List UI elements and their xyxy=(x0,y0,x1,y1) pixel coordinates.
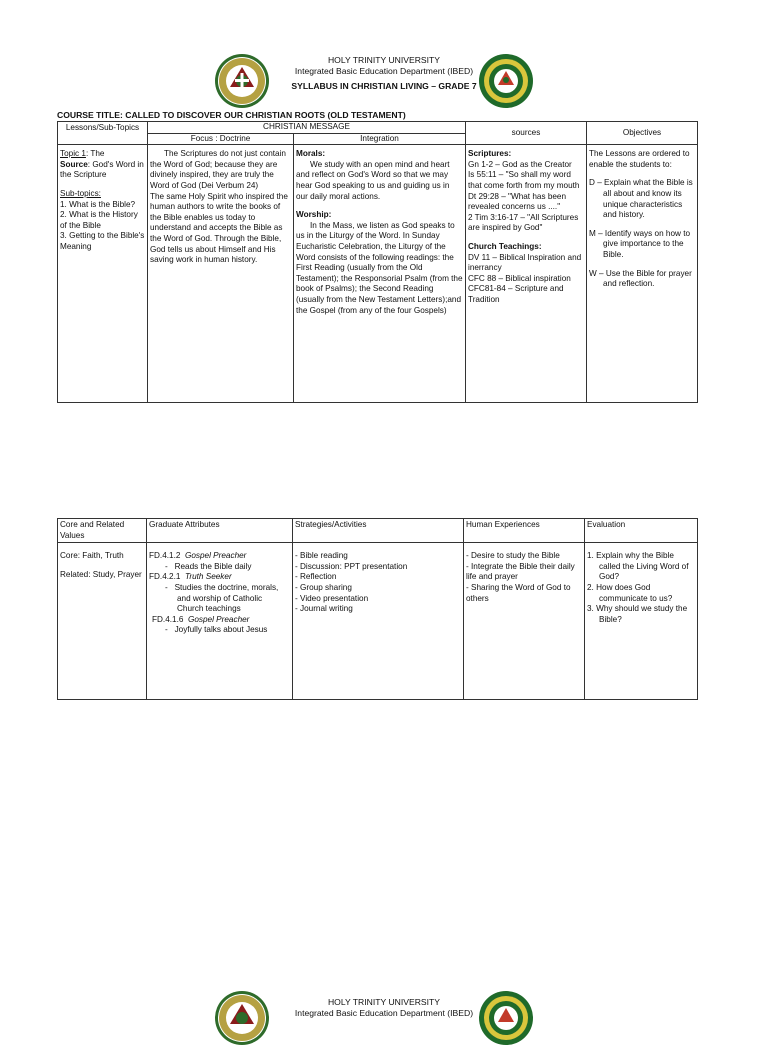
subtopics-label: Sub-topics: xyxy=(60,188,101,198)
values-cell xyxy=(58,543,147,700)
attributes-cell: FD.4.1.2 Gospel Preacher - Reads the Bible daily FD.4.2.1 Truth Seeker - Studies the doctrine, morals, and worship of Catholic Church teachings FD.4.1.6 Gospel Preacher - Joyfully talks about Jesus xyxy=(147,543,293,700)
integration-header: Integration xyxy=(294,133,466,145)
morals-label: Morals: xyxy=(296,149,326,159)
topic-rest: : The xyxy=(85,149,105,159)
content-row xyxy=(58,145,698,403)
source-label: Source xyxy=(60,159,88,169)
attribute-name: Gospel Preacher xyxy=(187,614,250,624)
scripture-item: Gn 1-2 – God as the Creator xyxy=(468,159,572,169)
document-header xyxy=(0,55,768,91)
objectives-header: Objectives xyxy=(587,122,698,145)
syllabus-title: SYLLABUS IN CHRISTIAN LIVING – GRADE 7 xyxy=(291,81,477,91)
objectives-intro: The Lessons are ordered to enable the students to: xyxy=(589,149,690,169)
subtopic-item: 2. What is the History of the Bible xyxy=(60,210,138,230)
header-row xyxy=(58,519,698,543)
scripture-item: Dt 29:28 – "What has been revealed concerns us ...." xyxy=(468,191,567,212)
church-teaching-item: CFC 88 – Biblical inspiration xyxy=(468,273,571,283)
evaluation-item: 2. How does God communicate to us? xyxy=(587,582,673,603)
attribute-detail: Studies the doctrine, morals, and worship of Catholic Church teachings xyxy=(174,582,279,614)
subtopic-item: 3. Getting to the Bible's Meaning xyxy=(60,231,145,251)
content-row xyxy=(58,543,698,700)
worship-text: In the Mass, we listen as God speaks to us in the Liturgy of the Word. In Sunday Eucharistic Celebration, the Liturgy of the Word consists of the following readings: the First Reading (usually from the Old Testament); the Responsorial Psalm (from the book of Psalms); the Second Reading (usually from the New Testament Letters);and the Gospel (from any of the four Gospels) xyxy=(296,220,463,315)
experience-item: - Sharing the Word of God to others xyxy=(466,582,571,603)
strategy-item: - Video presentation xyxy=(295,593,369,603)
lessons-cell xyxy=(58,145,148,403)
department-name: Integrated Basic Education Department (IBED) xyxy=(294,1008,474,1018)
evaluation-cell xyxy=(585,543,698,700)
values-table xyxy=(57,518,698,700)
attribute-code: FD.4.1.6 xyxy=(152,614,184,624)
christian-message-header: CHRISTIAN MESSAGE xyxy=(148,122,466,134)
subtopic-item: 1. What is the Bible? xyxy=(60,199,136,209)
attribute-code: FD.4.1.2 xyxy=(149,551,181,561)
worship-label: Worship: xyxy=(296,210,332,220)
university-name: HOLY TRINITY UNIVERSITY xyxy=(327,997,441,1007)
sources-header: sources xyxy=(466,122,587,145)
attribute-detail: Joyfully talks about Jesus xyxy=(174,625,268,635)
topic-label: Topic 1 xyxy=(60,149,86,159)
scripture-item: 2 Tim 3:16-17 – "All Scriptures are inspired by God" xyxy=(468,212,579,233)
experience-item: - Integrate the Bible their daily life and prayer xyxy=(466,561,575,582)
attribute-detail: Reads the Bible daily xyxy=(174,561,252,571)
header-row xyxy=(58,122,698,134)
strategies-header: Strategies/Activities xyxy=(293,519,464,543)
university-name: HOLY TRINITY UNIVERSITY xyxy=(327,55,441,65)
church-teaching-item: DV 11 – Biblical Inspiration and inerrancy xyxy=(468,252,582,273)
church-teaching-item: CFC81-84 – Scripture and Tradition xyxy=(468,284,564,304)
evaluation-header: Evaluation xyxy=(585,519,698,543)
source-rest: : God's Word in the Scripture xyxy=(60,159,144,180)
objective-item: D – Explain what the Bible is all about and know its unique characteristics and history. xyxy=(589,178,693,220)
integration-cell xyxy=(294,145,466,403)
lesson-table xyxy=(57,121,698,403)
strategies-cell xyxy=(293,543,464,700)
objective-item: M – Identify ways on how to give importance to the Bible. xyxy=(589,228,691,259)
objective-item: W – Use the Bible for prayer and reflection. xyxy=(589,268,692,289)
related-values: Related: Study, Prayer xyxy=(60,569,142,579)
morals-text: We study with an open mind and heart and reflect on God's Word so that we may hear God speaking to us and guiding us in our daily moral actions. xyxy=(296,159,450,201)
next-page-header xyxy=(0,997,768,1019)
evaluation-item: 3. Why should we study the Bible? xyxy=(587,604,688,624)
strategy-item: - Group sharing xyxy=(295,582,352,592)
lessons-header: Lessons/Sub-Topics xyxy=(58,122,148,145)
experience-item: - Desire to study the Bible xyxy=(466,551,560,561)
scriptures-label: Scriptures: xyxy=(468,149,512,159)
objectives-cell xyxy=(587,145,698,403)
strategy-item: - Bible reading xyxy=(295,551,348,561)
scripture-item: Is 55:11 – "So shall my word that come forth from my mouth xyxy=(468,170,580,190)
strategy-item: - Discussion: PPT presentation xyxy=(295,561,408,571)
core-values: Core: Faith, Truth xyxy=(60,551,124,561)
doctrine-paragraph-2: The same Holy Spirit who inspired the human authors to write the books of the Bible enables us today to understand and accepts the Bible as the Word of God. Through the Bible, God tells us about Himself and His saving work in human history. xyxy=(150,191,288,265)
course-title: COURSE TITLE: CALLED TO DISCOVER OUR CHRISTIAN ROOTS (OLD TESTAMENT) xyxy=(57,110,406,120)
focus-header: Focus : Doctrine xyxy=(148,133,294,145)
strategy-item: - Journal writing xyxy=(295,604,353,614)
experiences-header: Human Experiences xyxy=(464,519,585,543)
attribute-name: Truth Seeker xyxy=(184,572,232,582)
attribute-name: Gospel Preacher xyxy=(184,551,247,561)
strategy-item: - Reflection xyxy=(295,572,337,582)
attribute-code: FD.4.2.1 xyxy=(149,572,181,582)
experiences-cell xyxy=(464,543,585,700)
attributes-header: Graduate Attributes xyxy=(147,519,293,543)
sources-cell xyxy=(466,145,587,403)
doctrine-paragraph-1: The Scriptures do not just contain the Word of God; because they are divinely inspired, they are truly the Word of God (Dei Verbum 24) xyxy=(150,149,286,190)
department-name: Integrated Basic Education Department (IBED) xyxy=(294,66,474,76)
evaluation-item: 1. Explain why the Bible called the Living Word of God? xyxy=(587,551,689,582)
church-teachings-label: Church Teachings: xyxy=(468,241,542,251)
focus-doctrine-cell xyxy=(148,145,294,403)
values-header: Core and Related Values xyxy=(58,519,147,543)
